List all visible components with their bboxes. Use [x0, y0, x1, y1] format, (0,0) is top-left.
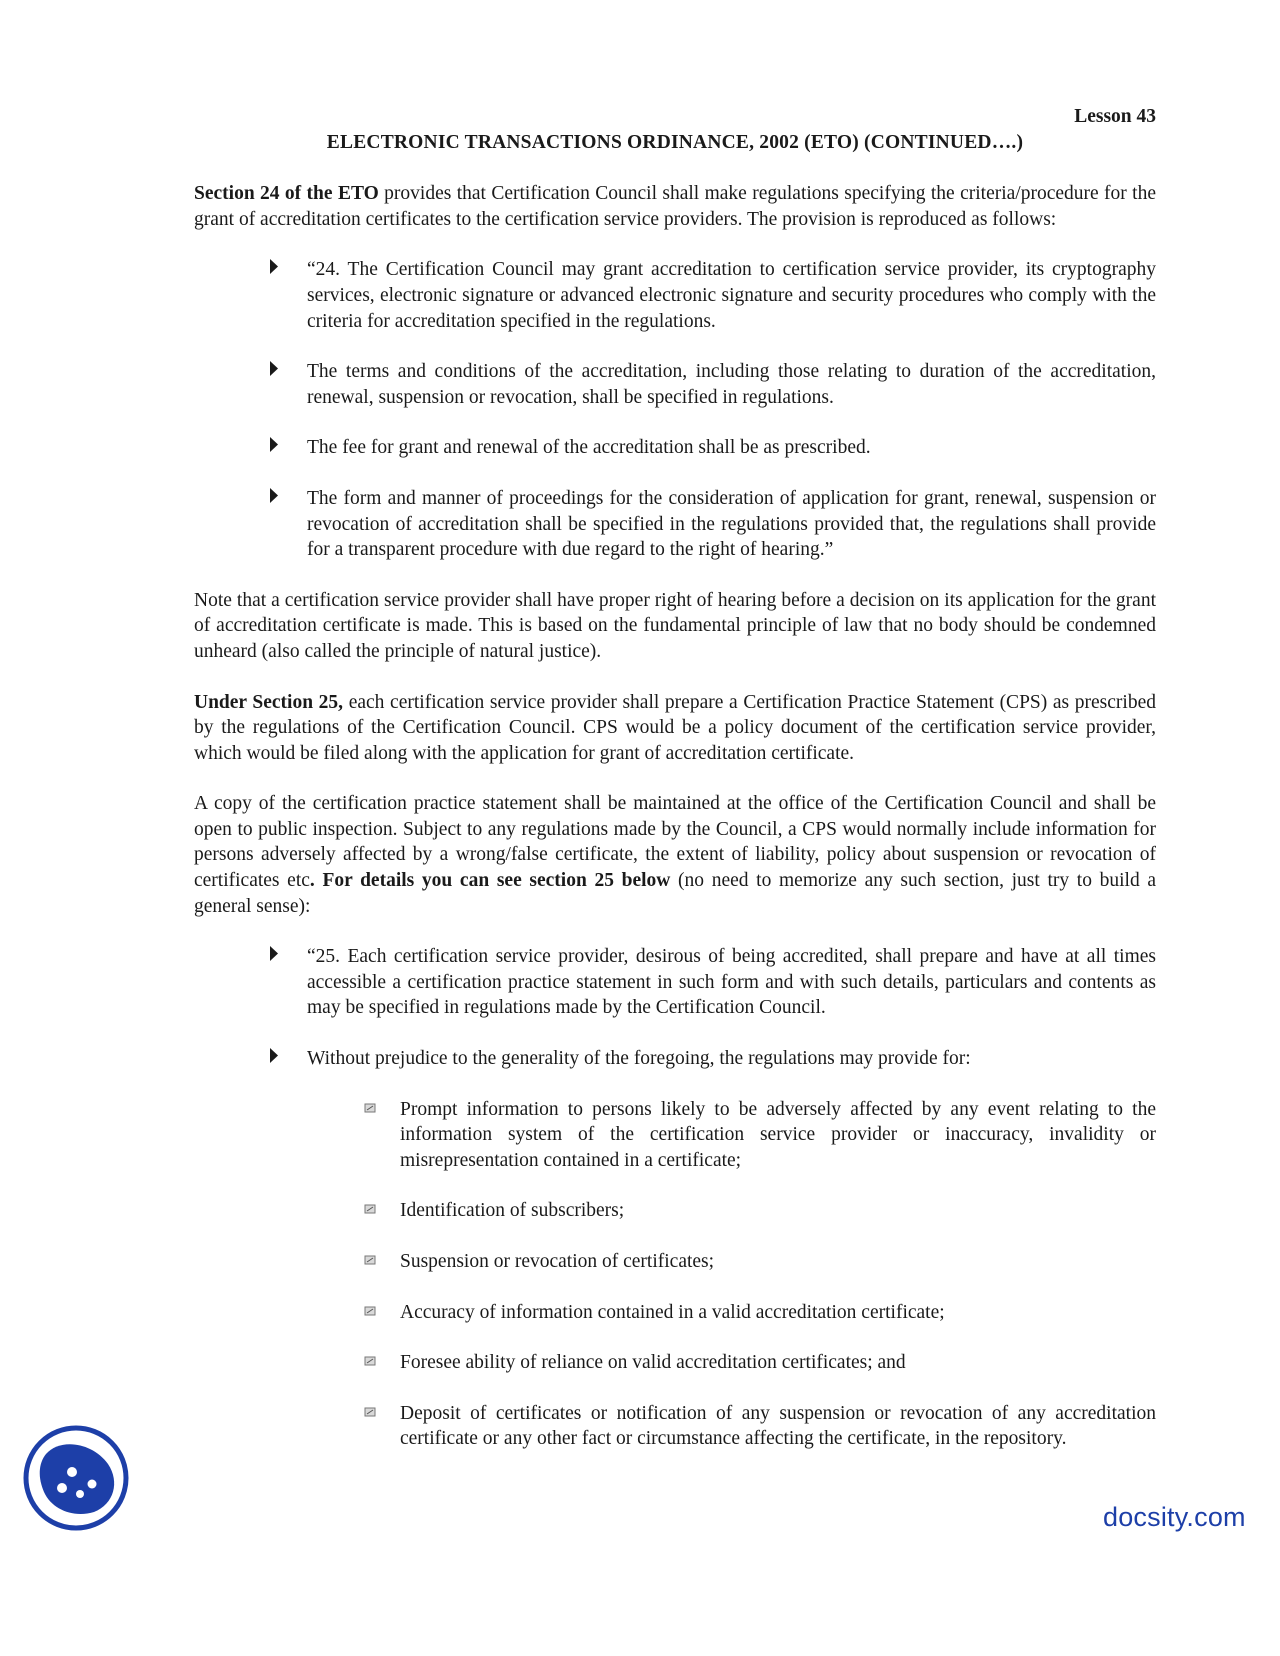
- docsity-watermark[interactable]: docsity.com: [1103, 1502, 1246, 1532]
- lesson-label: Lesson 43: [1074, 106, 1156, 127]
- list-item: Foresee ability of reliance on valid accreditation certificates; and: [194, 1350, 1156, 1376]
- paragraph-section-24: Section 24 of the ETO provides that Certification Council shall make regulations specifying the criteria/procedure for the grant of accreditation certificates to the certification service providers. The provision is reproduced as follows:: [194, 183, 1156, 230]
- list-item: The terms and conditions of the accreditation, including those relating to duration of the accreditation, renewal, suspension or revocation, shall be specified in regulations.: [194, 359, 1156, 410]
- paragraph-right-of-hearing: Note that a certification service provider shall have proper right of hearing before a decision on its application for the grant of accreditation certificate is made. This is based on the fundamental principle of law that no body should be condemned unheard (also called the principle of natural justice).: [194, 589, 1156, 662]
- arrow-bullet-icon: [270, 488, 278, 503]
- box-bullet-icon: [364, 1407, 376, 1417]
- regulations-sublist: [194, 1097, 1156, 1452]
- docsity-logo-icon[interactable]: [22, 1424, 130, 1532]
- list-item: Suspension or revocation of certificates;: [194, 1249, 1156, 1275]
- paragraph-cps-copy: A copy of the certification practice statement shall be maintained at the office of the Certification Council and shall be open to public inspection. Subject to any regulations made by the Council, a CPS would normally include information for persons adversely affected by a wrong/false certificate, the extent of liability, policy about suspension or revocation of certificates etc. For details you can see section 25 below (no need to memorize any such section, just try to build a general sense):: [194, 793, 1157, 917]
- arrow-bullet-icon: [270, 259, 278, 274]
- arrow-bullet-icon: [270, 946, 278, 961]
- list-item: The form and manner of proceedings for the consideration of application for grant, renewal, suspension or revocation of accreditation shall be specified in the regulations provided that, the regulations shall provide for a transparent procedure with due regard to the right of hearing.”: [194, 486, 1156, 563]
- arrow-bullet-icon: [270, 1048, 278, 1063]
- document-title: ELECTRONIC TRANSACTIONS ORDINANCE, 2002 (ETO) (CONTINUED….): [326, 131, 1024, 153]
- box-bullet-icon: [364, 1306, 376, 1316]
- list-item: Without prejudice to the generality of the foregoing, the regulations may provide for:: [194, 1046, 1156, 1072]
- paragraph-section-25: Under Section 25, each certification service provider shall prepare a Certification Practice Statement (CPS) as prescribed by the regulations of the Certification Council. CPS would be a policy document of the certification service provider, which would be filed along with the application for grant of accreditation certificate.: [194, 691, 1156, 764]
- list-item: Accuracy of information contained in a valid accreditation certificate;: [194, 1300, 1156, 1326]
- arrow-bullet-icon: [270, 437, 278, 452]
- list-item: Identification of subscribers;: [194, 1198, 1156, 1224]
- list-item: “24. The Certification Council may grant accreditation to certification service provider, its cryptography services, electronic signature or advanced electronic signature and security procedures who comply with the criteria for accreditation specified in the regulations.: [194, 257, 1156, 334]
- list-item: The fee for grant and renewal of the accreditation shall be as prescribed.: [194, 435, 1156, 461]
- list-item: Prompt information to persons likely to be adversely affected by any event relating to the information system of the certification service provider or inaccuracy, invalidity or misrepresentation contained in a certificate;: [194, 1097, 1156, 1174]
- box-bullet-icon: [364, 1204, 376, 1214]
- section-25-list: [194, 944, 1156, 1071]
- box-bullet-icon: [364, 1356, 376, 1366]
- box-bullet-icon: [364, 1255, 376, 1265]
- list-item: “25. Each certification service provider, desirous of being accredited, shall prepare and have at all times accessible a certification practice statement in such form and with such details, particulars and contents as may be specified in regulations made by the Certification Council.: [194, 944, 1156, 1021]
- section-24-list: [194, 257, 1156, 562]
- box-bullet-icon: [364, 1103, 376, 1113]
- list-item: Deposit of certificates or notification of any suspension or revocation of any accreditation certificate or any other fact or circumstance affecting the certificate, in the repository.: [194, 1401, 1156, 1452]
- arrow-bullet-icon: [270, 361, 278, 376]
- document-page: [194, 104, 1156, 1477]
